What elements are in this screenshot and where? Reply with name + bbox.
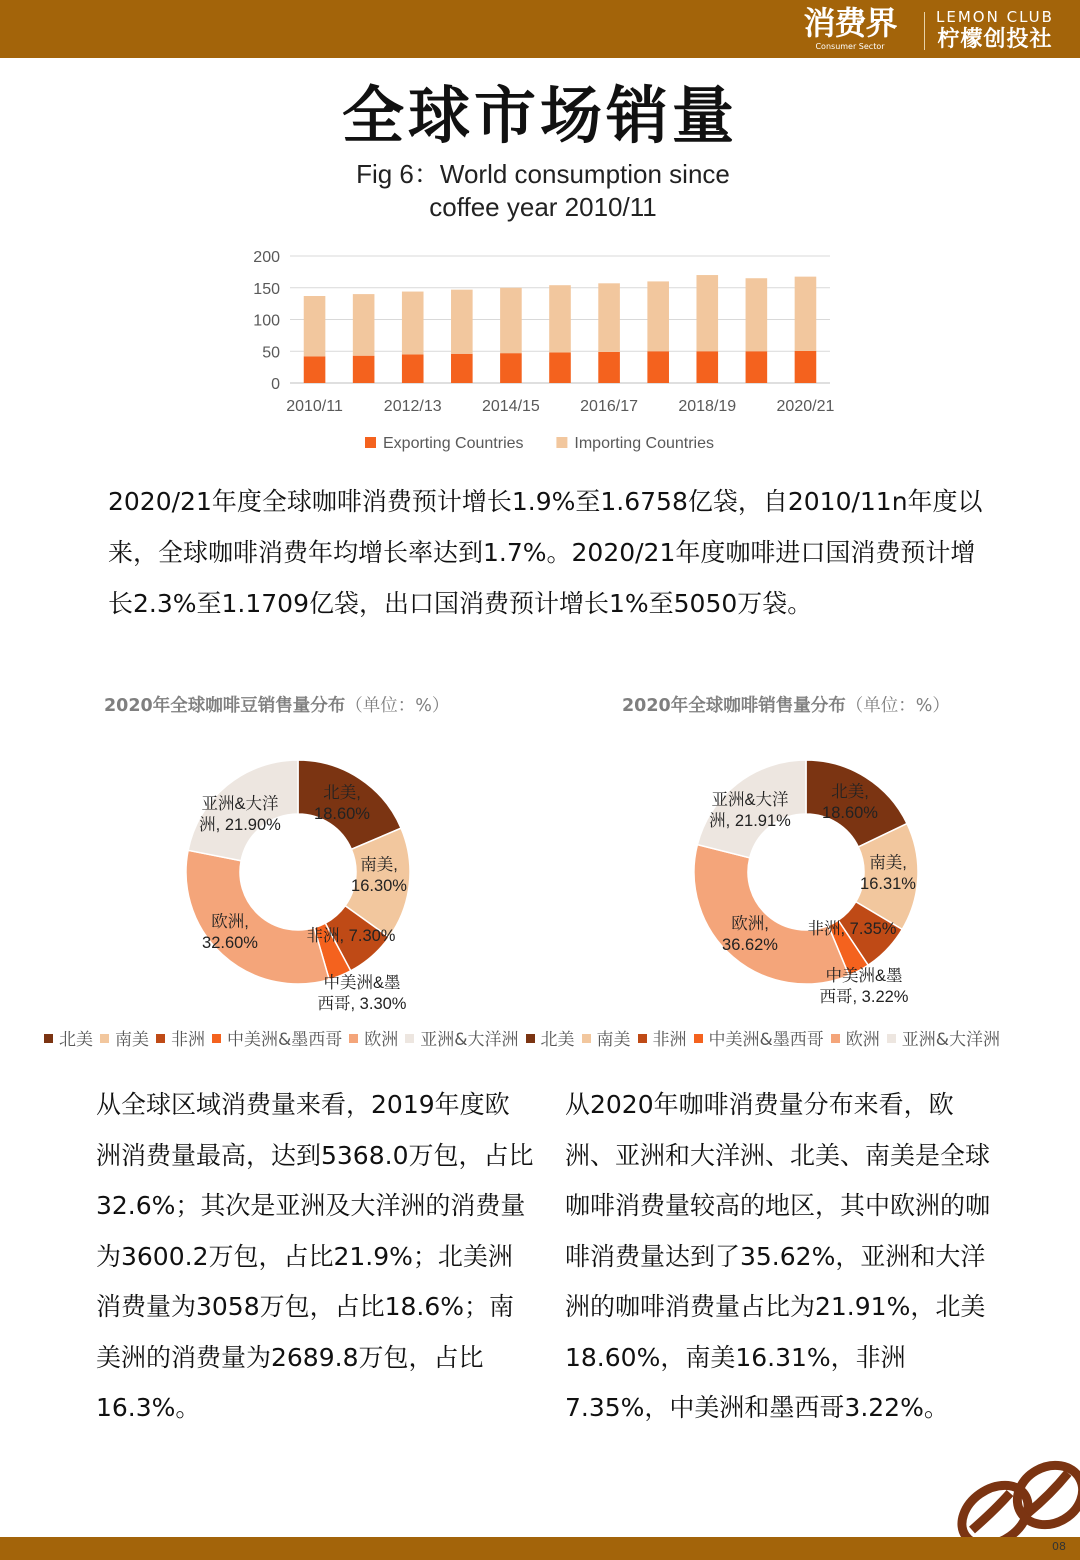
bar-importing-2015/16 <box>549 285 571 352</box>
y-tick-label: 50 <box>262 344 280 362</box>
pie-legend-item <box>349 1025 398 1049</box>
donut-slice-label: 非洲, 7.30% <box>306 927 396 945</box>
page-number: 08 <box>1052 1540 1066 1553</box>
bar-importing-2014/15 <box>500 288 522 353</box>
x-tick-label: 2016/17 <box>580 398 639 415</box>
pie-legend-swatch <box>100 1034 109 1043</box>
donut-slice-label: 北美, <box>323 784 361 802</box>
bar-exporting-2016/17 <box>598 352 620 383</box>
pie-legend-label: 欧洲 <box>364 1030 399 1049</box>
donut-slice-label: 非洲, 7.35% <box>807 920 897 938</box>
donut-slice-label: 中美洲&墨 <box>323 974 401 992</box>
consumption-bar-chart <box>240 240 850 470</box>
donut-slice-label: 16.31% <box>860 875 916 893</box>
bar-importing-2020/21 <box>795 277 817 351</box>
pie-legend-item <box>44 1025 93 1049</box>
pie-legend-item <box>100 1025 149 1049</box>
donut-slice-label: 欧洲, <box>731 915 769 933</box>
x-tick-label: 2014/15 <box>481 398 540 415</box>
bar-exporting-2018/19 <box>696 351 718 383</box>
pie-legend-label: 北美 <box>540 1030 575 1049</box>
paragraph-right: 从2020年咖啡消费量分布来看，欧洲、亚洲和大洋洲、北美、南美是全球咖啡消费量较高的地区，其中欧洲的咖啡消费量达到了35.62%，亚洲和大洋洲的咖啡消费量占比为21.91%，北美18.60%，南美16.31%，非洲7.35%，中美洲和墨西哥3.22%。 <box>565 1090 991 1422</box>
pie-legend <box>44 1025 1080 1049</box>
bar-importing-2010/11 <box>304 296 326 356</box>
donut-slice-label: 36.62% <box>722 936 778 954</box>
x-tick-label: 2012/13 <box>383 398 442 415</box>
bar-chart-title-line1: Fig 6：World consumption since <box>356 159 730 189</box>
bar-chart-title-line2: coffee year 2010/11 <box>429 192 657 222</box>
pie-legend-label: 南美 <box>596 1030 631 1049</box>
pie-legend-item <box>526 1025 575 1049</box>
bar-exporting-2010/11 <box>304 356 326 383</box>
page-title: 全球市场销量 <box>341 79 738 152</box>
donut-slice-label: 中美洲&墨 <box>825 967 903 985</box>
brand-logo-lemon-club <box>930 8 1060 54</box>
bar-chart-title <box>0 158 1080 224</box>
legend-swatch <box>556 437 567 448</box>
pie-legend-swatch <box>156 1034 165 1043</box>
pie-legend-item <box>156 1025 205 1049</box>
brand1-name: 消费界 <box>803 4 897 42</box>
footer-bar <box>0 1537 1080 1560</box>
pie-legend-label: 北美 <box>59 1030 93 1049</box>
donut-slice-label: 南美, <box>869 854 907 872</box>
pie-legend-swatch <box>405 1034 414 1043</box>
pie-title-beans-unit: （单位：%） <box>345 696 450 716</box>
donut-chart-coffee <box>688 755 928 1015</box>
pie-legend-label: 非洲 <box>171 1030 205 1049</box>
pie-legend-label: 亚洲&大洋洲 <box>420 1030 519 1049</box>
pie-title-beans <box>104 692 449 717</box>
pie-legend-swatch <box>887 1034 896 1043</box>
bar-exporting-2012/13 <box>402 354 424 383</box>
donut-slice-label: 亚洲&大洋 <box>711 791 789 809</box>
pie-legend-item <box>831 1025 880 1049</box>
bar-exporting-2015/16 <box>549 353 571 383</box>
pie-title-coffee <box>622 692 950 717</box>
donut-slice-label: 欧洲, <box>211 913 249 931</box>
bar-exporting-2014/15 <box>500 353 522 383</box>
paragraph-main: 2020/21年度全球咖啡消费预计增长1.9%至1.6758亿袋，自2010/11n年度以来，全球咖啡消费年均增长率达到1.7%。2020/21年度咖啡进口国消费预计增长2.3%至1.1709亿袋，出口国消费预计增长1%至5050万袋。 <box>108 487 983 618</box>
brand2-chinese: 柠檬创投社 <box>937 27 1053 52</box>
bar-exporting-2019/20 <box>746 351 768 383</box>
bar-exporting-2011/12 <box>353 356 375 383</box>
bar-importing-2012/13 <box>402 292 424 355</box>
pie-legend-item <box>887 1025 1000 1049</box>
donut-slice-label: 西哥, 3.22% <box>819 988 909 1006</box>
donut-slice-label: 南美, <box>360 856 398 874</box>
donut-slice-label: 洲, 21.91% <box>709 812 791 830</box>
bar-importing-2013/14 <box>451 290 473 354</box>
pie-legend-swatch <box>582 1034 591 1043</box>
header-bar <box>0 0 1080 58</box>
donut-slice-label: 18.60% <box>822 804 878 822</box>
pie-legend-swatch <box>212 1034 221 1043</box>
donut-slice-label: 亚洲&大洋 <box>201 795 279 813</box>
donut-slice-label: 32.60% <box>202 934 258 952</box>
pie-legend-label: 非洲 <box>652 1030 687 1049</box>
y-tick-label: 100 <box>253 312 280 330</box>
y-tick-label: 200 <box>253 249 280 266</box>
coffee-beans-icon <box>950 1455 1080 1540</box>
pie-legend-label: 南美 <box>115 1030 149 1049</box>
legend-label: Importing Countries <box>574 435 715 452</box>
pie-legend-swatch <box>694 1034 703 1043</box>
pie-legend-item <box>212 1025 342 1049</box>
legend-swatch <box>365 437 376 448</box>
x-tick-label: 2010/11 <box>286 398 343 415</box>
bar-exporting-2017/18 <box>647 351 669 383</box>
brand2-english: LEMON CLUB <box>936 8 1054 26</box>
pie-legend-swatch <box>526 1034 535 1043</box>
pie-legend-swatch <box>831 1034 840 1043</box>
legend-label: Exporting Countries <box>383 435 524 452</box>
pie-legend-label: 欧洲 <box>845 1030 880 1049</box>
x-tick-label: 2018/19 <box>678 398 737 415</box>
pie-legend-swatch <box>638 1034 647 1043</box>
donut-slice-label: 16.30% <box>351 877 407 895</box>
x-tick-label: 2020/21 <box>776 398 835 415</box>
pie-legend-item <box>582 1025 631 1049</box>
y-tick-label: 150 <box>253 280 280 298</box>
bar-importing-2019/20 <box>746 278 768 351</box>
bar-importing-2016/17 <box>598 283 620 352</box>
pie-title-coffee-unit: （单位：%） <box>845 696 950 716</box>
pie-legend-item <box>638 1025 687 1049</box>
donut-slice-4 <box>186 850 329 984</box>
pie-legend-swatch <box>349 1034 358 1043</box>
donut-slice-label: 洲, 21.90% <box>199 816 281 834</box>
donut-slice-label: 北美, <box>831 783 869 801</box>
pie-legend-item <box>405 1025 518 1049</box>
brand1-subtitle: Consumer Sector <box>815 42 885 51</box>
pie-legend-swatch <box>44 1034 53 1043</box>
bar-exporting-2020/21 <box>795 351 817 383</box>
pie-legend-item <box>694 1025 824 1049</box>
donut-chart-beans <box>180 755 420 1015</box>
pie-title-beans-text: 2020年全球咖啡豆销售量分布 <box>104 696 346 716</box>
paragraph-left: 从全球区域消费量来看，2019年度欧洲消费量最高，达到5368.0万包，占比32.6%；其次是亚洲及大洋洲的消费量为3600.2万包，占比21.9%；北美洲消费量为3058万包，占比18.6%；南美洲的消费量为2689.8万包，占比16.3%。 <box>96 1090 534 1422</box>
bar-importing-2011/12 <box>353 294 375 356</box>
donut-slice-4 <box>694 845 849 984</box>
donut-slice-label: 西哥, 3.30% <box>317 995 407 1013</box>
bar-importing-2017/18 <box>647 281 669 351</box>
bar-importing-2018/19 <box>696 275 718 351</box>
brand-divider <box>924 12 925 50</box>
pie-title-coffee-text: 2020年全球咖啡销售量分布 <box>622 696 846 716</box>
brand-logo-consumer-sector <box>800 4 900 54</box>
donut-slice-label: 18.60% <box>314 805 370 823</box>
pie-legend-label: 中美洲&墨西哥 <box>708 1030 824 1049</box>
pie-legend-label: 中美洲&墨西哥 <box>227 1030 343 1049</box>
pie-legend-label: 亚洲&大洋洲 <box>901 1030 1001 1049</box>
y-tick-label: 0 <box>271 376 280 393</box>
bar-exporting-2013/14 <box>451 354 473 383</box>
